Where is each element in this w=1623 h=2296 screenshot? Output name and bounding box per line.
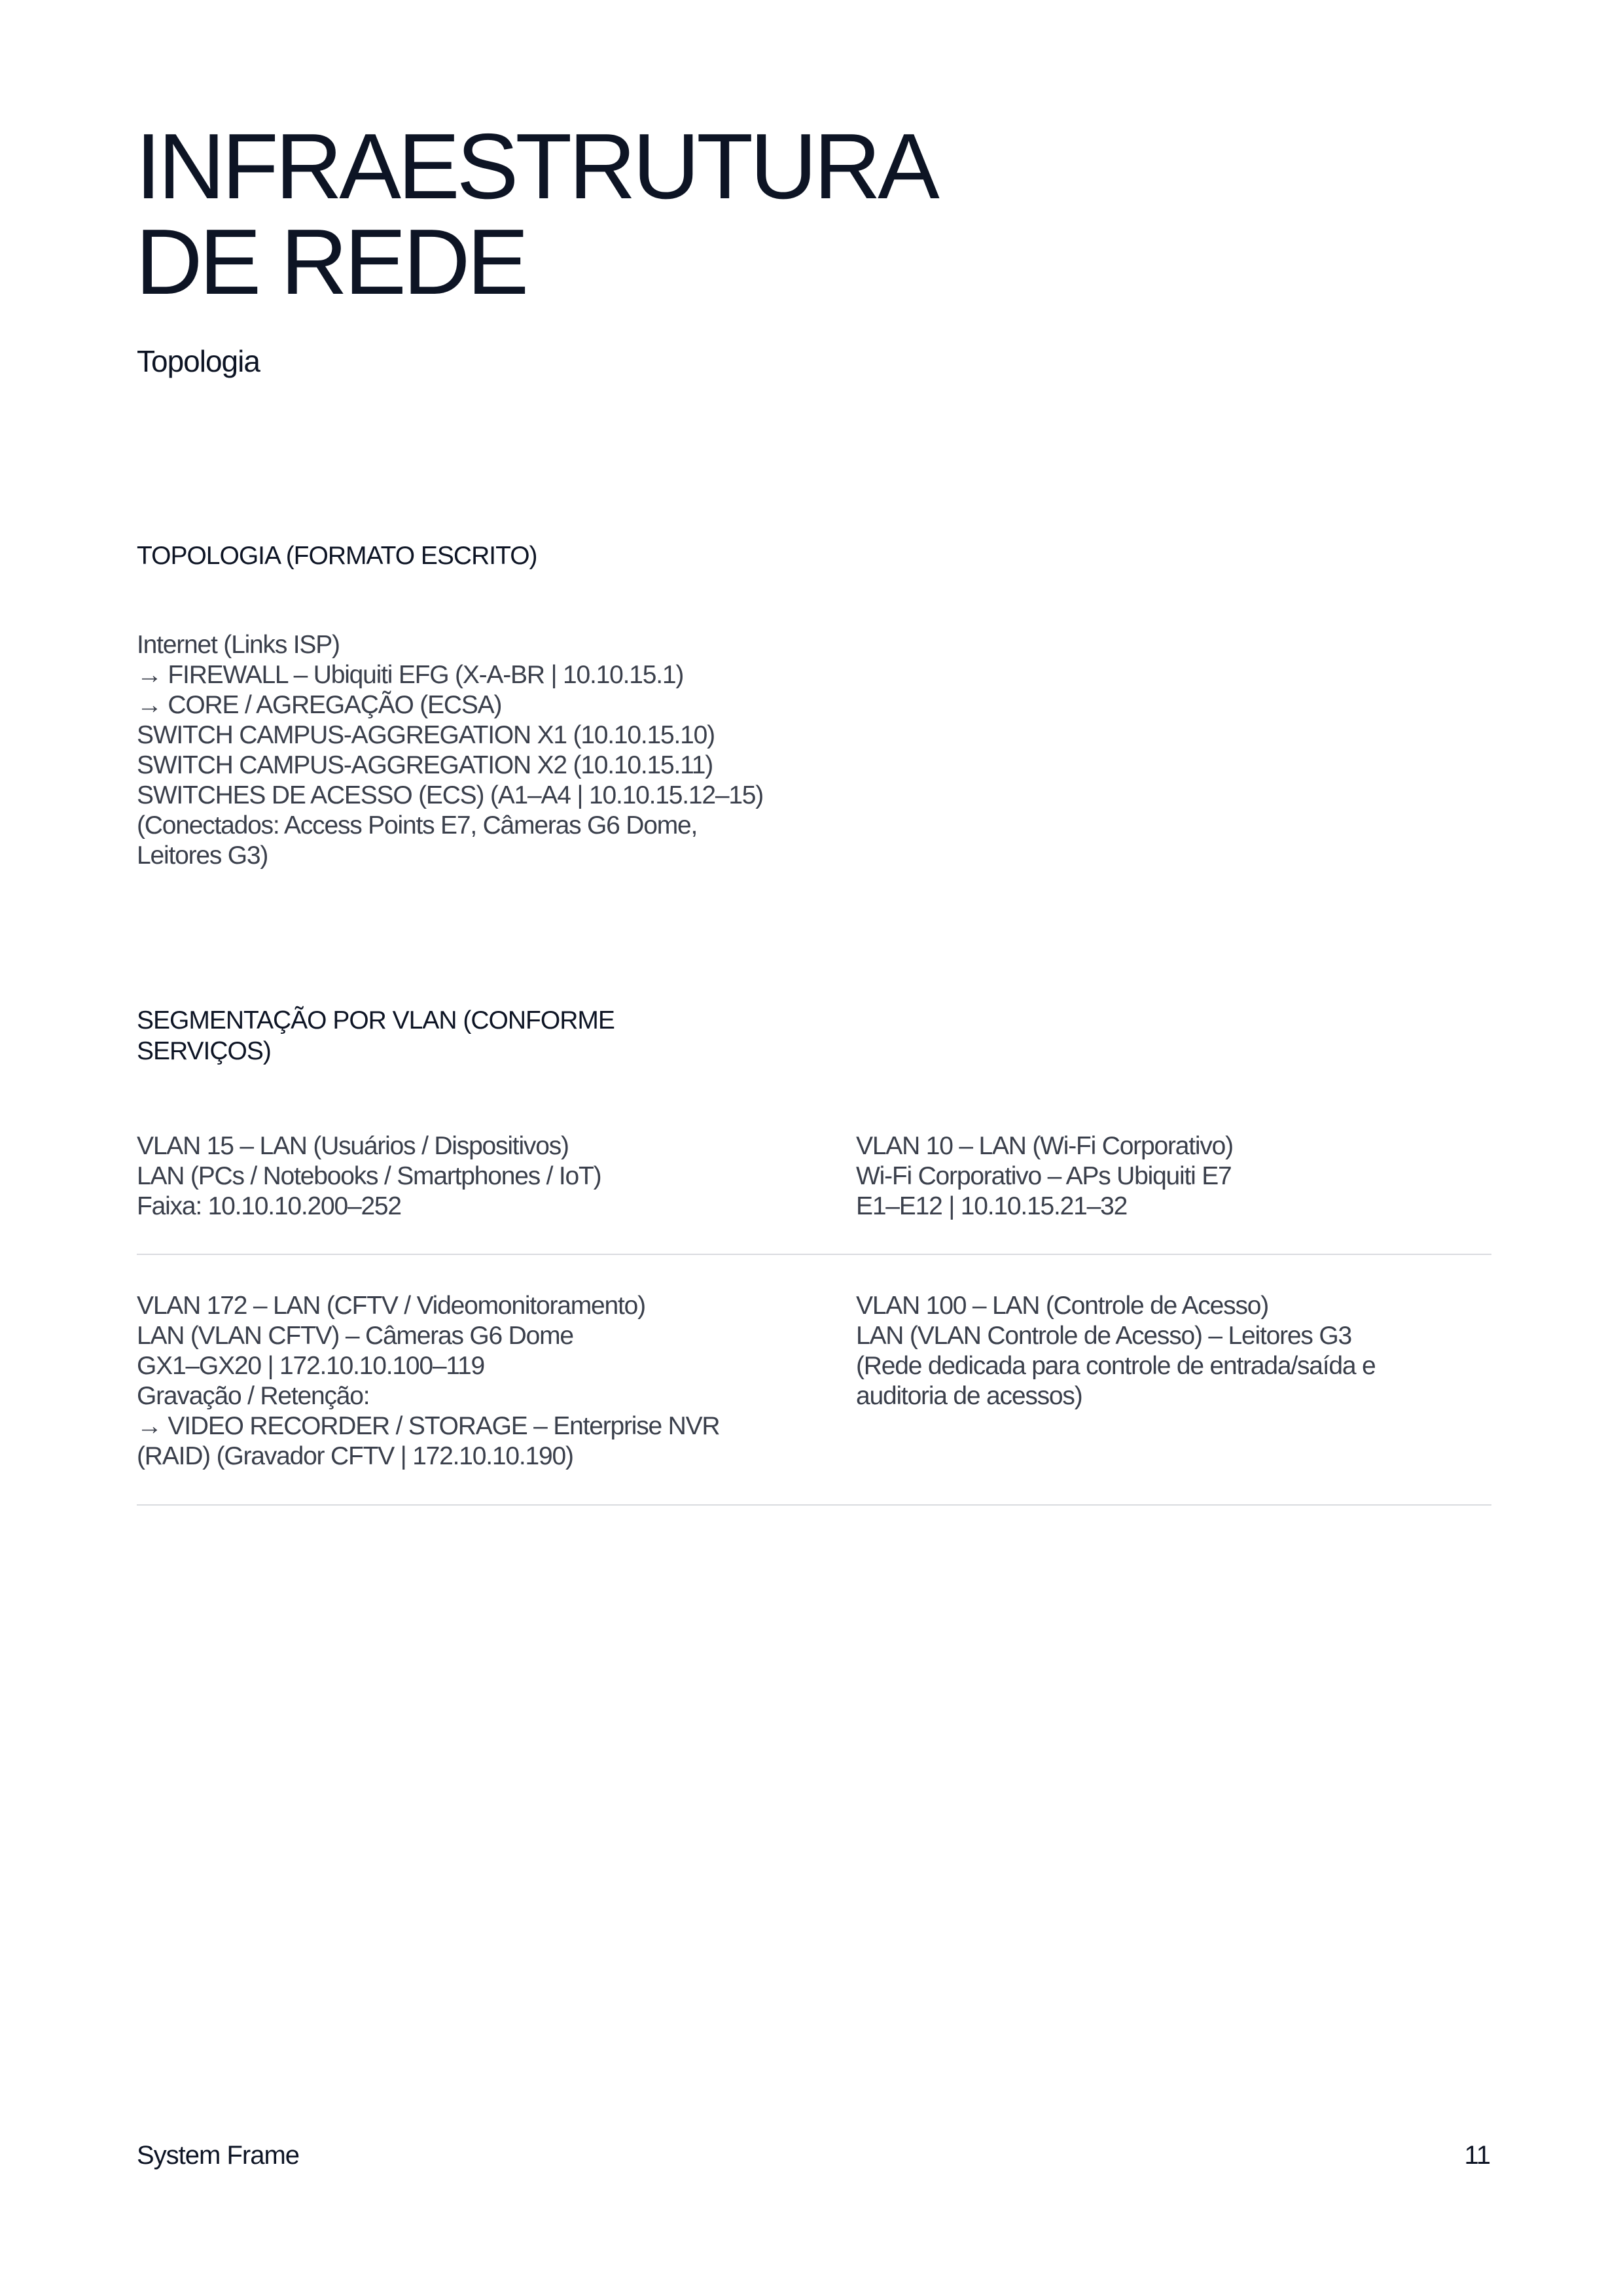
page-title <box>135 115 936 314</box>
vlan-10-block <box>856 1131 1233 1222</box>
vlan-10-line: E1–E12 | 10.10.15.21–32 <box>856 1192 1128 1220</box>
topology-line: Internet (Links ISP) <box>137 631 340 659</box>
vlan-172-line: → VIDEO RECORDER / STORAGE – Enterprise NVR <box>137 1412 720 1440</box>
topology-line: SWITCH CAMPUS-AGGREGATION X1 (10.10.15.10) <box>137 721 715 749</box>
topology-heading <box>137 540 537 571</box>
vlan-172-line: GX1–GX20 | 172.10.10.100–119 <box>137 1352 484 1380</box>
vlan-100-title: VLAN 100 – LAN (Controle de Acesso) <box>856 1292 1269 1320</box>
vlan-heading-line-1: SEGMENTAÇÃO POR VLAN (CONFORME <box>137 1006 615 1034</box>
vlan-100-block <box>856 1291 1376 1411</box>
page-title-line-2: DE REDE <box>135 210 526 314</box>
row-divider <box>137 1504 1491 1506</box>
topology-line: SWITCHES DE ACESSO (ECS) (A1–A4 | 10.10.15.12–15) <box>137 781 764 809</box>
page-subtitle: Topologia <box>137 344 260 378</box>
vlan-15-line: Faixa: 10.10.10.200–252 <box>137 1192 401 1220</box>
topology-line: SWITCH CAMPUS-AGGREGATION X2 (10.10.15.11) <box>137 751 713 779</box>
vlan-100-line: LAN (VLAN Controle de Acesso) – Leitores G3 <box>856 1322 1351 1350</box>
vlan-172-line: Gravação / Retenção: <box>137 1382 370 1410</box>
vlan-100-line: auditoria de acessos) <box>856 1382 1082 1410</box>
vlan-100-line: (Rede dedicada para controle de entrada/saída e <box>856 1352 1376 1380</box>
row-divider <box>137 1254 1491 1255</box>
vlan-15-title: VLAN 15 – LAN (Usuários / Dispositivos) <box>137 1132 569 1160</box>
vlan-heading-line-2: SERVIÇOS) <box>137 1037 271 1065</box>
vlan-172-block <box>137 1291 719 1472</box>
topology-line: → FIREWALL – Ubiquiti EFG (X-A-BR | 10.10.15.1) <box>137 661 684 689</box>
topology-line: (Conectados: Access Points E7, Câmeras G6 Dome, <box>137 811 698 839</box>
topology-heading-text: TOPOLOGIA (FORMATO ESCRITO) <box>137 542 537 570</box>
vlan-15-block <box>137 1131 601 1222</box>
vlan-10-line: Wi-Fi Corporativo – APs Ubiquiti E7 <box>856 1162 1232 1190</box>
vlan-15-line: LAN (PCs / Notebooks / Smartphones / IoT) <box>137 1162 601 1190</box>
topology-description <box>137 630 763 871</box>
footer-page-number: 11 <box>1464 2141 1490 2170</box>
vlan-172-line: LAN (VLAN CFTV) – Câmeras G6 Dome <box>137 1322 573 1350</box>
vlan-10-title: VLAN 10 – LAN (Wi-Fi Corporativo) <box>856 1132 1233 1160</box>
vlan-172-title: VLAN 172 – LAN (CFTV / Videomonitoramento) <box>137 1292 645 1320</box>
vlan-heading <box>137 1005 615 1067</box>
vlan-172-line: (RAID) (Gravador CFTV | 172.10.10.190) <box>137 1442 573 1470</box>
topology-line: Leitores G3) <box>137 841 268 870</box>
page-title-line-1: INFRAESTRUTURA <box>135 115 936 219</box>
topology-line: → CORE / AGREGAÇÃO (ECSA) <box>137 691 502 719</box>
footer-brand: System Frame <box>137 2141 300 2170</box>
